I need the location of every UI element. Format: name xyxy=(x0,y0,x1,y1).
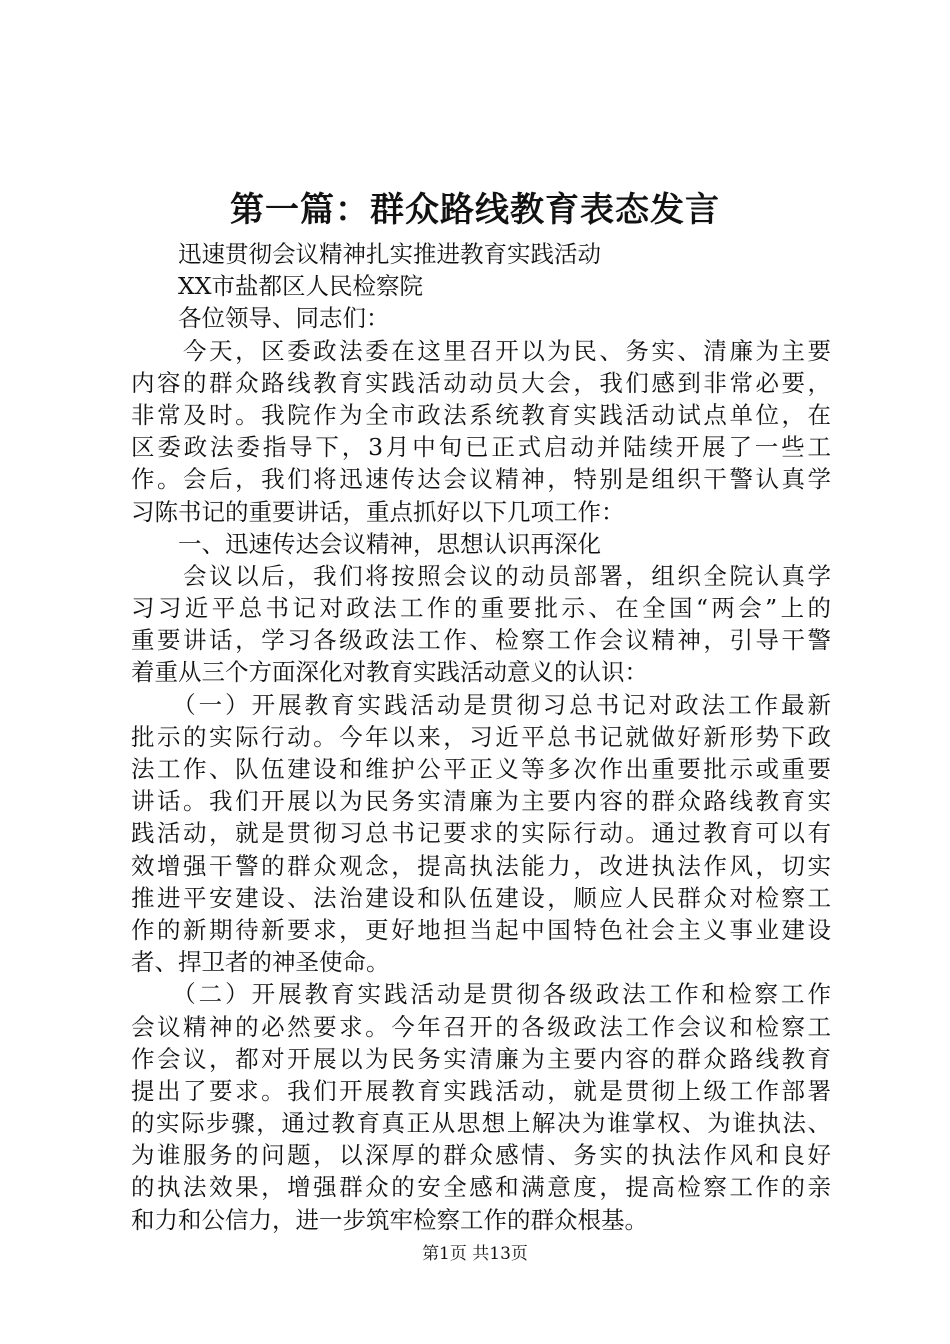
document-title: 第一篇：群众路线教育表态发言 xyxy=(230,190,720,230)
body-line: （一）开展教育实践活动是贯彻习总书记对政法工作最新 xyxy=(131,690,831,719)
body-line: 效增强干警的群众观念，提高执法能力，改进执法作风，切实 xyxy=(131,851,831,880)
document-body xyxy=(131,238,831,1236)
body-line: 会议以后，我们将按照会议的动员部署，组织全院认真学 xyxy=(131,561,831,590)
body-line: 作。会后，我们将迅速传达会议精神，特别是组织干警认真学 xyxy=(131,465,831,494)
body-line: 的执法效果，增强群众的安全感和满意度，提高检察工作的亲 xyxy=(131,1173,831,1202)
body-line: 各位领导、同志们： xyxy=(131,304,390,333)
body-line: 和力和公信力，进一步筑牢检察工作的群众根基。 xyxy=(131,1205,648,1234)
body-line: 者、捍卫者的神圣使命。 xyxy=(131,948,390,977)
body-line: 习习近平总书记对政法工作的重要批示、在全国“两会”上的 xyxy=(131,594,831,623)
body-line: 讲话。我们开展以为民务实清廉为主要内容的群众路线教育实 xyxy=(131,787,831,816)
body-line: 为谁服务的问题，以深厚的群众感情、务实的执法作风和良好 xyxy=(131,1141,831,1170)
body-line: 习陈书记的重要讲话，重点抓好以下几项工作： xyxy=(131,497,625,526)
body-line: 今天，区委政法委在这里召开以为民、务实、清廉为主要 xyxy=(131,336,831,365)
body-line: 会议精神的必然要求。今年召开的各级政法工作会议和检察工 xyxy=(131,1012,831,1041)
body-line: 法工作、队伍建设和维护公平正义等多次作出重要批示或重要 xyxy=(131,755,831,783)
body-line: 提出了要求。我们开展教育实践活动，就是贯彻上级工作部署 xyxy=(131,1076,831,1105)
page-footer: 第1页 共13页 xyxy=(422,1244,528,1264)
body-line: （二）开展教育实践活动是贯彻各级政法工作和检察工作 xyxy=(131,980,831,1009)
body-line: 迅速贯彻会议精神扎实推进教育实践活动 xyxy=(131,240,601,268)
body-line: 着重从三个方面深化对教育实践活动意义的认识： xyxy=(131,658,648,687)
body-line: 践活动，就是贯彻习总书记要求的实际行动。通过教育可以有 xyxy=(131,819,831,848)
body-line: 批示的实际行动。今年以来，习近平总书记就做好新形势下政 xyxy=(131,722,831,751)
body-line: 非常及时。我院作为全市政法系统教育实践活动试点单位，在 xyxy=(131,400,831,429)
body-line: 区委政法委指导下，3月中旬已正式启动并陆续开展了一些工 xyxy=(131,433,831,462)
body-line: 重要讲话，学习各级政法工作、检察工作会议精神，引导干警 xyxy=(131,626,831,655)
body-line: 一、迅速传达会议精神，思想认识再深化 xyxy=(131,529,601,558)
body-line: XX市盐都区人民检察院 xyxy=(131,272,423,301)
body-line: 的实际步骤，通过教育真正从思想上解决为谁掌权、为谁执法、 xyxy=(131,1109,831,1138)
body-line: 作的新期待新要求，更好地担当起中国特色社会主义事业建设 xyxy=(131,915,831,944)
body-line: 作会议，都对开展以为民务实清廉为主要内容的群众路线教育 xyxy=(131,1044,831,1073)
body-line: 推进平安建设、法治建设和队伍建设，顺应人民群众对检察工 xyxy=(131,883,831,912)
body-line: 内容的群众路线教育实践活动动员大会，我们感到非常必要， xyxy=(131,368,831,397)
